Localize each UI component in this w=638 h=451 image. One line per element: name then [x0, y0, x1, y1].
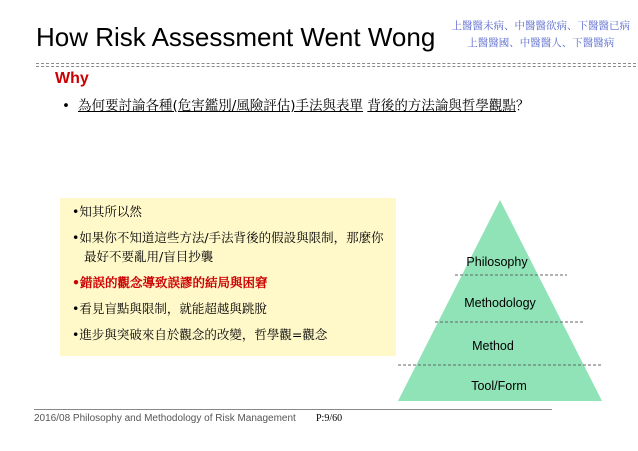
key-point-4: •看見盲點與限制，就能超越與跳脫: [72, 301, 267, 316]
pyramid-level-tool-form: Tool/Form: [471, 379, 527, 393]
question-mark: ？: [515, 98, 530, 114]
question-text-underlined-1: 為何要討論各種(危害鑑別/風險評估)手法與表單: [77, 98, 364, 114]
slide-title: How Risk Assessment Went Wong: [36, 22, 436, 52]
key-points-list: [60, 198, 396, 344]
motto: [452, 18, 631, 52]
pyramid-level-philosophy: Philosophy: [466, 255, 528, 269]
footer-text: 2016/08 Philosophy and Methodology of Risk Management: [34, 413, 296, 424]
motto-line-1: 上醫醫未病、中醫醫欲病、下醫醫已病: [451, 20, 630, 32]
question-text-underlined-2: 背後的方法論與哲學觀點: [367, 98, 516, 114]
motto-line-2: 上醫醫國、中醫醫人、下醫醫病: [467, 37, 615, 49]
section-heading: Why: [55, 70, 89, 87]
key-points-box: [60, 198, 396, 356]
key-point-2: •如果你不知道這些方法/手法背後的假設與限制，那麼你最好不要亂用/盲目抄襲: [72, 230, 384, 264]
pyramid-level-method: Method: [472, 339, 514, 353]
key-point-1: •知其所以然: [72, 204, 142, 219]
key-point-3: •錯誤的觀念導致誤謬的結局與困窘: [72, 275, 268, 290]
pyramid-level-methodology: Methodology: [464, 296, 536, 310]
methodology-pyramid: [395, 198, 605, 403]
title-divider-top: [36, 63, 636, 64]
footer-divider: [34, 409, 552, 410]
bullet: •: [62, 98, 70, 114]
title-divider-bottom: [36, 66, 636, 67]
page-number: P:9/60: [316, 413, 343, 424]
key-point-5: •進步與突破來自於觀念的改變，哲學觀=觀念: [72, 327, 328, 342]
question-line: [62, 94, 529, 114]
